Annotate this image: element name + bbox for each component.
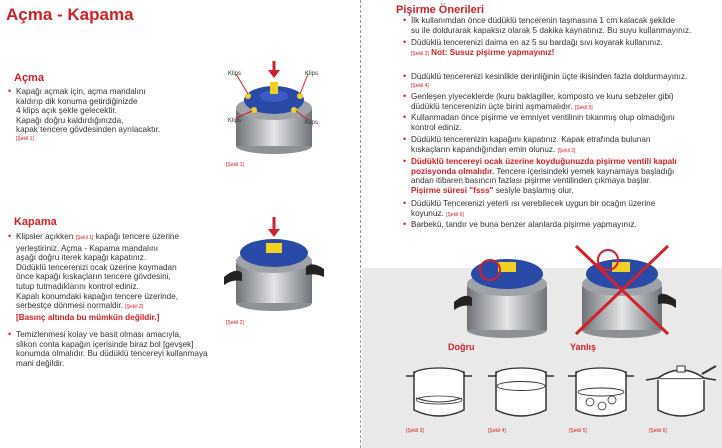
klips-label-3: Klips <box>228 118 242 124</box>
tip-5: • Kullanmadan önce pişirme ve emniyet ventilinin tıkanmış olup olmadığını kontrol ediniz. <box>411 113 721 132</box>
klips-label-1: Klips <box>228 71 242 77</box>
acma-text: • Kapağı açmak için, açma mandalını kaldırıp dik konuma getirdiğinizde 4 klips açık şekle gelecektir. Kapağı doğru kaldırdığınızda, kapak tencere gövdesinden ayrılacaktır. [Şekil 1] <box>16 87 216 145</box>
tip-9: • Barbekü, tandır ve buna benzer alanlarda pişirme yapmayınız. <box>411 220 721 230</box>
correct-cooker-figure <box>452 238 562 340</box>
tip-6: • Düdüklü tencerenizin kapağını kapatınız. Kapak etrafında bulunan kıskaçların kapandığından emin olunuz. [Şekil 2] <box>411 135 721 156</box>
figure-1-label: [Şekil 1] <box>226 162 244 168</box>
klips-label-2: Klips <box>305 71 319 77</box>
wrong-label: Yanlış <box>570 342 597 352</box>
figure-5-pot <box>566 362 636 424</box>
figure-3-label: [Şekil 3] <box>406 428 424 434</box>
figure-6-pot <box>644 360 718 424</box>
figure-2-cooker <box>222 215 326 315</box>
tip-7: • Düdüklü tencereyi ocak üzerine koyduğunuzda pişirme ventili kapalı pozisyonda olmalıdır. Tencere içerisindeki yemek kaynamaya başladığı andan itibaren basıncın fazlası pişirme ventilinden çıkmaya başlar. Pişirme süresi "fsss" sesiyle başlamış olur. <box>411 157 721 195</box>
figure-4-label: [Şekil 4] <box>488 428 506 434</box>
figure-6-label: [Şekil 6] <box>649 428 667 434</box>
acma-ref: [Şekil 1] <box>16 135 34 142</box>
kapama-warning: [Basınç altında bu mümkün değildir.] <box>16 312 160 322</box>
tip-2: • Düdüklü tencerenizi daima en az 5 su bardağı sıvı koyarak kullanınız. [Şekil 3] Not: Susuz pişirme yapmayınız! <box>411 38 721 59</box>
wrong-cooker-figure <box>566 238 678 340</box>
klips-label-4: Klips <box>305 120 319 126</box>
kapama-text: • Klipsler açıkken [Şekil 1] kapağı tencere üzerine yerleştiriniz. Açma - Kapama mandalını aşağı doğru iterek kapağı kapatınız. Düdüklü tencerenizi ocak üzerine koymadan önce kapağı kıskaçların tencere gövdesini, tutup tutmadıklarını kontrol ediniz. Kapalı konumdaki kapağın tencere üzerinde, serbestçe dönmesi normaldir. [Şekil 2] [Basınç altında bu mümkün değildir.] <box>16 232 226 322</box>
tip-4: • Genleşen yiyeceklerde (kuru baklagiller, komposto ve kuru sebzeler gibi) düdüklü tencerenizin üçte birini aşmamalıdır. [Şekil 5] <box>411 92 721 113</box>
correct-label: Doğru <box>448 342 475 352</box>
page-title-left: Açma - Kapama <box>6 5 134 24</box>
tip-1: • İlk kullanımdan önce düdüklü tencerenin taşmasına 1 cm kalacak şekilde su ile doldurarak kapaksız olarak 5 dakika kaynatınız. Bu suyu kullanmayınız. <box>411 16 721 35</box>
kapama-heading: Kapama <box>14 216 57 228</box>
figure-5-label: [Şekil 5] <box>569 428 587 434</box>
page-divider <box>360 0 361 448</box>
acma-heading: Açma <box>14 72 44 84</box>
figure-3-pot <box>404 362 474 424</box>
figure-4-pot <box>486 362 556 424</box>
conta-text: • Temizlenmesi kolay ve basit olması amacıyla, slikon conta kapağın içerisinde biraz bol [gevşek] konumda olmalıdır. Bu düdüklü tencereyi kullanmaya mani değildir. <box>16 330 246 368</box>
tip-3: • Düdüklü tencerenizi kesinlikle derinliğinin üçte ikisinden fazla doldurmayınız. [Şekil 4] <box>411 72 721 91</box>
figure-2-label: [Şekil 2] <box>226 320 244 326</box>
page-title-right: Pişirme Önerileri <box>396 4 485 16</box>
tip-8: • Düdüklü Tencerenizi yeterli ısı verebilecek uygun bir ocağın üzerine koyunuz. [Şekil 6] <box>411 199 721 220</box>
